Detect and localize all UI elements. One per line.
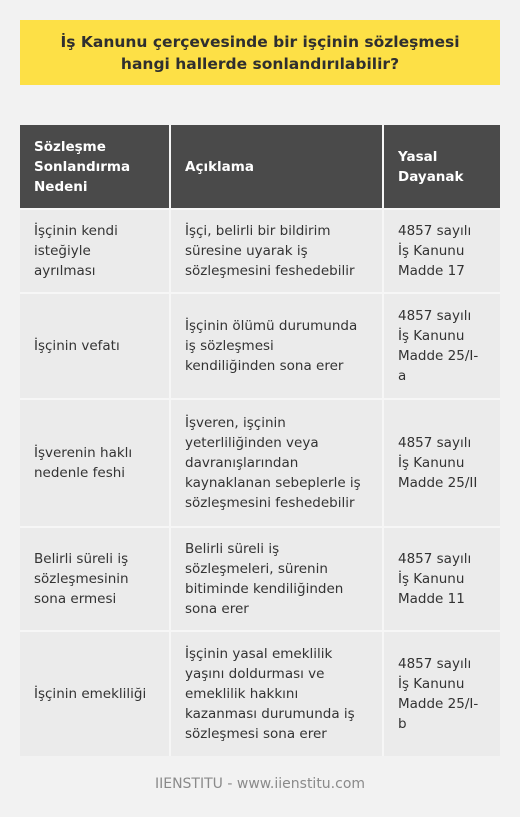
table-header-row	[20, 125, 500, 209]
reason-cell: Belirli süreli iş sözleşmesinin sona ermesi	[20, 527, 170, 631]
table-row	[20, 293, 500, 399]
table-row	[20, 527, 500, 631]
column-header-reason: Sözleşme Sonlandırma Nedeni	[20, 125, 170, 209]
description-cell: Belirli süreli iş sözleşmeleri, sürenin bitiminde kendiliğinden sona erer	[170, 527, 383, 631]
description-cell: İşçinin yasal emeklilik yaşını doldurması ve emeklilik hakkını kazanması durumunda iş sözleşmesi sona erer	[170, 631, 383, 756]
legal-basis-cell: 4857 sayılı İş Kanunu Madde 25/II	[383, 399, 500, 527]
column-header-description: Açıklama	[170, 125, 383, 209]
table-row	[20, 209, 500, 293]
description-cell: İşçinin ölümü durumunda iş sözleşmesi kendiliğinden sona erer	[170, 293, 383, 399]
legal-basis-cell: 4857 sayılı İş Kanunu Madde 11	[383, 527, 500, 631]
reason-cell: İşçinin emekliliği	[20, 631, 170, 756]
page-title: İş Kanunu çerçevesinde bir işçinin sözleşmesi hangi hallerde sonlandırılabilir?	[20, 20, 500, 85]
table-row	[20, 631, 500, 756]
column-header-legal-basis: Yasal Dayanak	[383, 125, 500, 209]
description-cell: İşçi, belirli bir bildirim süresine uyarak iş sözleşmesini feshedebilir	[170, 209, 383, 293]
footer-credit: IIENSTITU - www.iienstitu.com	[154, 776, 366, 792]
reason-cell: İşçinin vefatı	[20, 293, 170, 399]
legal-basis-cell: 4857 sayılı İş Kanunu Madde 25/I-b	[383, 631, 500, 756]
table-row	[20, 399, 500, 527]
description-cell: İşveren, işçinin yeterliliğinden veya davranışlarından kaynaklanan sebeplerle iş sözleşmesini feshedebilir	[170, 399, 383, 527]
reason-cell: İşçinin kendi isteğiyle ayrılması	[20, 209, 170, 293]
legal-basis-cell: 4857 sayılı İş Kanunu Madde 17	[383, 209, 500, 293]
legal-basis-cell: 4857 sayılı İş Kanunu Madde 25/I-a	[383, 293, 500, 399]
termination-table	[20, 125, 500, 756]
reason-cell: İşverenin haklı nedenle feshi	[20, 399, 170, 527]
